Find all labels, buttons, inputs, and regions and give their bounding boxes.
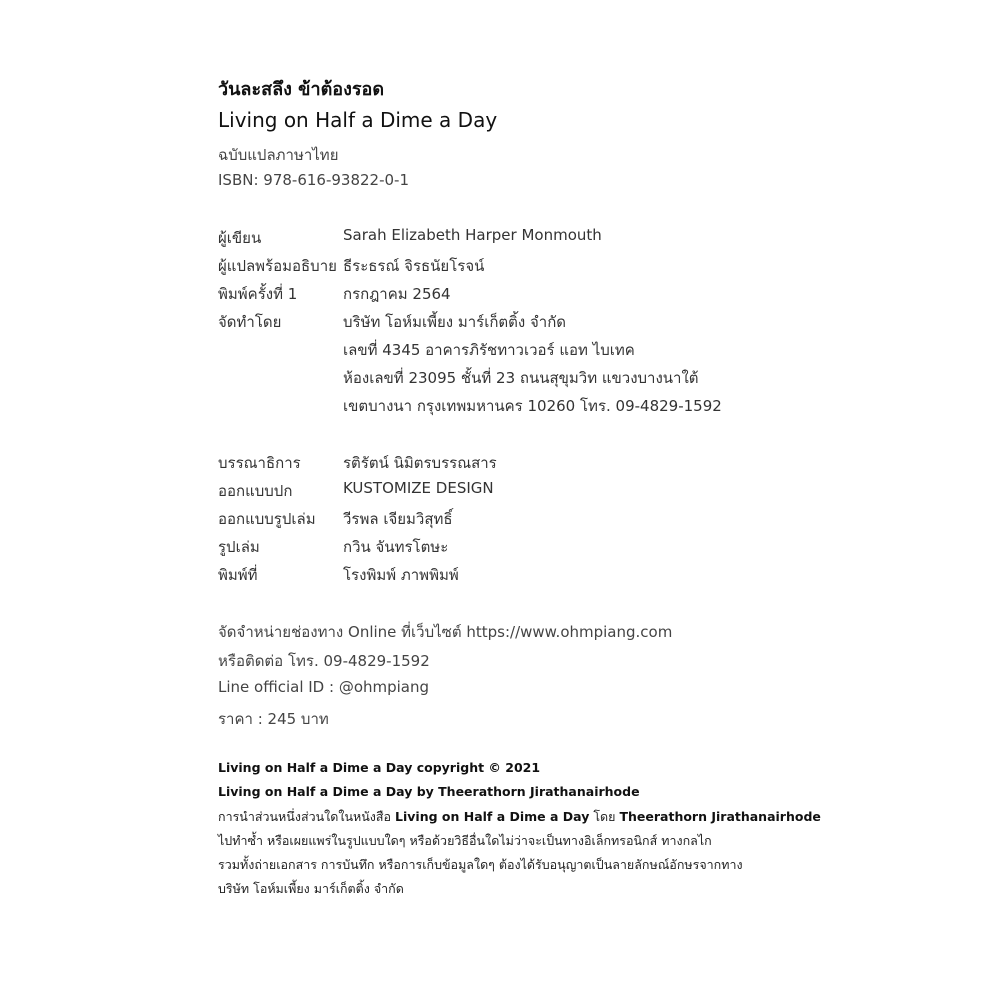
staff-value: KUSTOMIZE DESIGN [343,479,494,497]
notice-author: Theerathorn Jirathanairhode [619,809,821,824]
credit-label: จัดทำโดย [218,313,282,331]
notice-text: โดย [589,809,620,824]
credit-value: ธีระธรณ์ จิรธนัยโรจน์ [343,257,485,275]
copyright-notice-line: บริษัท โอห์มเพี้ยง มาร์เก็ตติ้ง จำกัด [218,881,404,896]
staff-value: รติรัตน์ นิมิตรบรรณสาร [343,454,497,472]
contact-phone: หรือติดต่อ โทร. 09-4829-1592 [218,652,430,670]
staff-label: พิมพ์ที่ [218,566,258,584]
notice-text: การนำส่วนหนึ่งส่วนใดในหนังสือ [218,809,396,824]
credit-label: พิมพ์ครั้งที่ 1 [218,285,298,303]
staff-value: กวิน จันทรโตษะ [343,538,449,556]
publisher-address-line: ห้องเลขที่ 23095 ชั้นที่ 23 ถนนสุขุมวิท แขวงบางนาใต้ [343,369,699,387]
book-title-thai: วันละสลึง ข้าต้องรอด [218,79,385,100]
staff-label: บรรณาธิการ [218,454,301,472]
staff-label: ออกแบบรูปเล่ม [218,510,316,528]
price: ราคา : 245 บาท [218,710,329,728]
isbn: ISBN: 978-616-93822-0-1 [218,171,409,189]
credit-value: บริษัท โอห์มเพี้ยง มาร์เก็ตติ้ง จำกัด [343,313,567,331]
notice-book-title: Living on Half a Dime a Day [395,809,590,824]
line-official-id: Line official ID : @ohmpiang [218,678,430,696]
credit-label: ผู้แปลพร้อมอธิบาย [218,257,337,275]
publisher-address-line: เลขที่ 4345 อาคารภิรัชทาวเวอร์ แอท ไบเทค [343,341,635,359]
publisher-address-line: เขตบางนา กรุงเทพมหานคร 10260 โทร. 09-4829-1592 [343,397,722,415]
staff-label: รูปเล่ม [218,538,260,556]
copyright-by-line: Living on Half a Dime a Day by Theerathorn Jirathanairhode [218,784,640,799]
copyright-notice-line: รวมทั้งถ่ายเอกสาร การบันทึก หรือการเก็บข้อมูลใดๆ ต้องได้รับอนุญาตเป็นลายลักษณ์อักษรจากทาง [218,857,743,872]
credit-value: Sarah Elizabeth Harper Monmouth [343,226,602,244]
copyright-notice-line: ไปทำซ้ำ หรือเผยแพร่ในรูปแบบใดๆ หรือด้วยวิธีอื่นใดไม่ว่าจะเป็นทางอิเล็กทรอนิกส์ ทางกลไก [218,833,712,848]
edition-note: ฉบับแปลภาษาไทย [218,146,339,164]
credit-value: กรกฎาคม 2564 [343,285,451,303]
staff-value: โรงพิมพ์ ภาพพิมพ์ [343,566,459,584]
book-title-english: Living on Half a Dime a Day [218,108,498,132]
staff-value: วีรพล เจียมวิสุทธิ์ [343,510,453,528]
copyright-notice-line [218,807,821,827]
staff-label: ออกแบบปก [218,482,293,500]
credit-label: ผู้เขียน [218,229,262,247]
online-distribution: จัดจำหน่ายช่องทาง Online ที่เว็บไซต์ https://www.ohmpiang.com [218,623,673,641]
copyright-line: Living on Half a Dime a Day copyright © 2021 [218,760,541,775]
